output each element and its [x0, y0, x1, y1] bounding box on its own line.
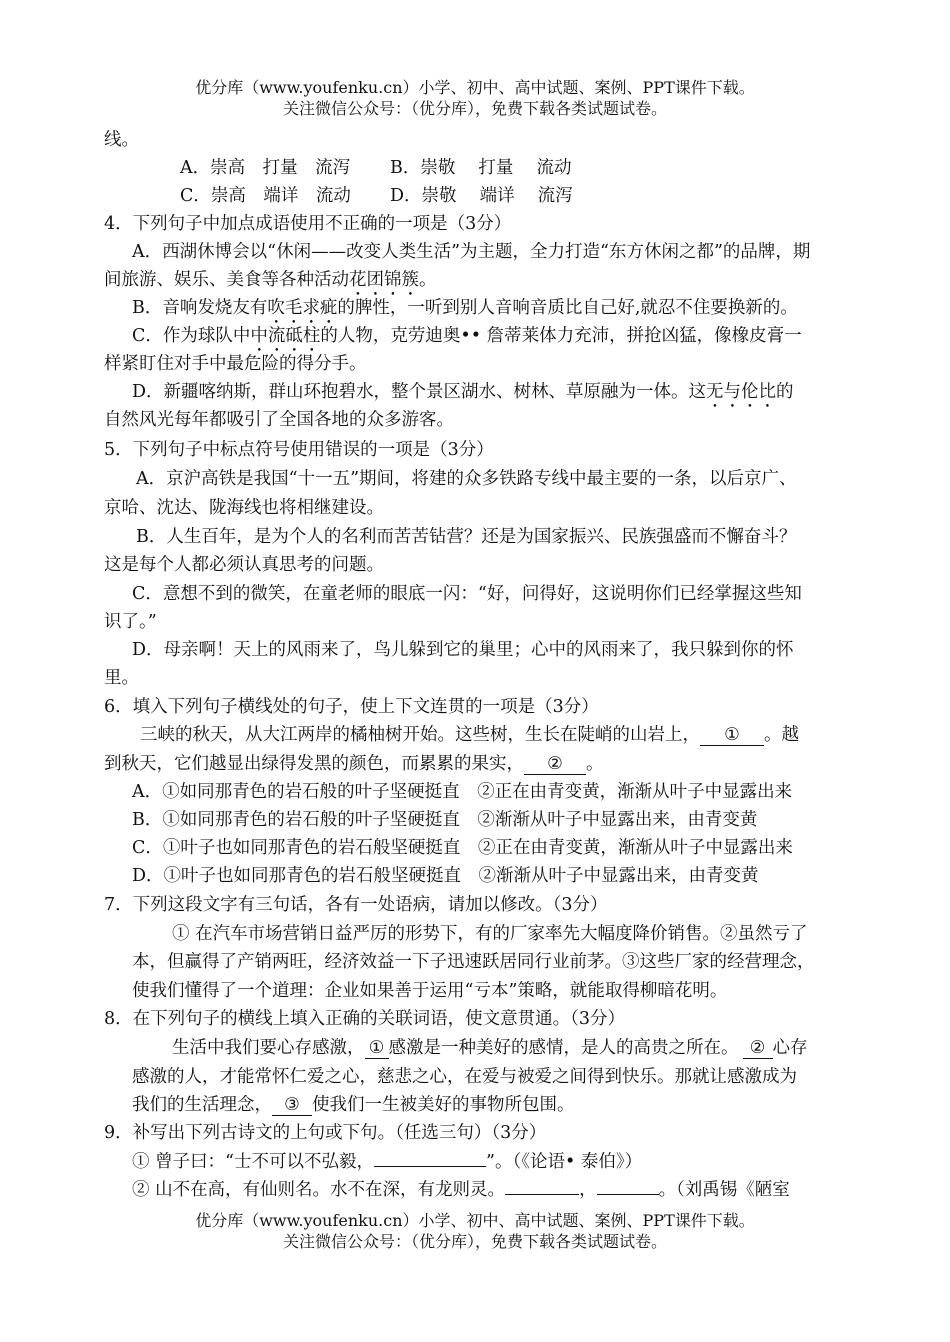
- answer-blank: [597, 1194, 659, 1195]
- q9-stem: 9．补写出下列古诗文的上句或下句。（任选三句）（3分）: [104, 1123, 547, 1143]
- blank-1: ①: [700, 725, 764, 746]
- q7-passage-line-3: 使我们懂得了一个道理：企业如果善于运用“亏本”策略，就能取得柳暗花明。: [132, 981, 728, 1001]
- q6-option-b: B．①如同那青色的岩石般的叶子坚硬挺直 ②渐渐从叶子中显露出来，由青变黄: [132, 810, 758, 830]
- header-line-1: 优分库（www.youfenku.cn）小学、初中、高中试题、案例、PPT课件下载。: [195, 78, 755, 97]
- dotted-idiom: 中流砥柱: [250, 326, 321, 346]
- q4-option-d-line-1: D．新疆喀纳斯，群山环抱碧水，整个景区湖水、树林、草原融为一体。这无与伦比的: [132, 382, 794, 402]
- q5-option-d-line-2: 里。: [104, 668, 139, 688]
- q3-option-b: B．崇敬 打量 流动: [390, 158, 572, 178]
- q4-option-c-line-1: C．作为球队中中流砥柱的人物，克劳迪奥•• 詹蒂莱体力充沛，拼抢凶猛，像橡皮膏一: [132, 326, 802, 346]
- blank-3: ③: [272, 1095, 312, 1116]
- q6-option-a: A．①如同那青色的岩石般的叶子坚硬挺直 ②正在由青变黄，渐渐从叶子中显露出来: [132, 782, 793, 802]
- q5-stem: 5．下列句子中标点符号使用错误的一项是（3分）: [104, 440, 494, 460]
- q7-stem: 7．下列这段文字有三句话，各有一处语病，请加以修改。（3分）: [104, 895, 608, 915]
- q5-option-d-line-1: D．母亲啊！天上的风雨来了，鸟儿躲到它的巢里；心中的风雨来了，我只躲到你的怀: [132, 640, 794, 660]
- answer-blank: [374, 1166, 486, 1167]
- q6-passage-line-1: 三峡的秋天，从大江两岸的橘柚树开始。这些树，生长在陡峭的山岩上， ① 。越: [140, 725, 799, 745]
- q9-item-2: ② 山不在高，有仙则名。水不在深，有龙则灵。 ， 。（刘禹锡《陋室: [132, 1180, 790, 1200]
- q6-stem: 6．填入下列句子横线处的句子，使上下文连贯的一项是（3分）: [104, 697, 599, 717]
- footer-line-1: 优分库（www.youfenku.cn）小学、初中、高中试题、案例、PPT课件下载。: [195, 1211, 755, 1230]
- q3-option-a: A．崇高 打量 流泻: [180, 158, 351, 178]
- dotted-idiom: 花团锦簇: [349, 270, 419, 290]
- q5-option-b-line-2: 这是每个人都必须认真思考的问题。: [104, 555, 384, 575]
- q5-option-c-line-1: C．意想不到的微笑，在童老师的眼底一闪：“好，问得好，这说明你们已经掌握这些知: [132, 584, 802, 604]
- blank-2: ②: [524, 754, 586, 775]
- q5-option-a-line-2: 京哈、沈达、陇海线也将相继建设。: [104, 498, 384, 518]
- q3-option-d: D．崇敬 端详 流泻: [390, 186, 573, 206]
- q4-option-a-line-2: 间旅游、娱乐、美食等各种活动花团锦簇。: [104, 270, 437, 290]
- q8-passage-line-1: 生活中我们要心存感激， ① 感激是一种美好的感情，是人的高贵之所在。 ② 心存: [172, 1038, 808, 1058]
- q6-passage-line-2: 到秋天，它们越显出绿得发黑的颜色，而累累的果实， ② 。: [104, 754, 604, 774]
- footer-line-2: 关注微信公众号：（优分库），免费下载各类试题试卷。: [282, 1232, 667, 1251]
- dotted-idiom: 无与伦比: [706, 382, 777, 402]
- q4-option-b: B．音响发烧友有吹毛求疵的脾性，一听到别人音响音质比自己好,就忍不住要换新的。: [132, 298, 798, 318]
- dotted-idiom: 吹毛求疵: [267, 298, 338, 318]
- q4-option-d-line-2: 自然风光每年都吸引了全国各地的众多游客。: [104, 410, 454, 430]
- header-line-2: 关注微信公众号：（优分库），免费下载各类试题试卷。: [282, 99, 667, 118]
- q4-stem: 4．下列句子中加点成语使用不正确的一项是（3分）: [104, 214, 512, 234]
- q8-stem: 8．在下列句子的横线上填入正确的关联词语，使文意贯通。（3分）: [104, 1009, 626, 1029]
- q4-option-a-line-1: A．西湖休博会以“休闲——改变人类生活”为主题，全力打造“东方休闲之都”的品牌，期: [132, 242, 811, 262]
- q9-item-1: ① 曾子曰：“士不可以不弘毅， ”。（《论语• 泰伯》）: [132, 1152, 643, 1172]
- blank-2: ②: [743, 1038, 773, 1059]
- q5-option-a-line-1: A．京沪高铁是我国“十一五”期间，将建的众多铁路专线中最主要的一条，以后京广、: [136, 469, 797, 489]
- q7-passage-line-2: 本，但赢得了产销两旺，经济效益一下子迅速跃居同行业前茅。③这些厂家的经营理念，: [132, 952, 815, 972]
- q8-passage-line-2: 感激的人，才能常怀仁爱之心，慈悲之心，在爱与被爱之间得到快乐。那就让感激成为: [132, 1067, 797, 1087]
- q6-option-d: D．①叶子也如同那青色的岩石般坚硬挺直 ②渐渐从叶子中显露出来，由青变黄: [132, 866, 759, 886]
- q8-passage-line-3: 我们的生活理念， ③ 使我们一生被美好的事物所包围。: [132, 1095, 575, 1115]
- blank-1: ①: [365, 1038, 389, 1059]
- q4-option-c-line-2: 样紧盯住对手中最危险的得分手。: [104, 354, 367, 374]
- q3-option-c: C．崇高 端详 流动: [180, 186, 351, 206]
- q5-option-c-line-2: 识了。”: [104, 612, 157, 632]
- q5-option-b-line-1: B．人生百年，是为个人的名利而苦苦钻营？还是为国家振兴、民族强盛而不懈奋斗？: [136, 527, 797, 547]
- answer-blank: [505, 1194, 579, 1195]
- q3-continuation: 线。: [104, 130, 139, 150]
- q7-passage-line-1: ① 在汽车市场营销日益严厉的形势下，有的厂家率先大幅度降价销售。②虽然亏了: [172, 924, 808, 944]
- q6-option-c: C．①叶子也如同那青色的岩石般坚硬挺直 ②正在由青变黄，渐渐从叶子中显露出来: [132, 838, 793, 858]
